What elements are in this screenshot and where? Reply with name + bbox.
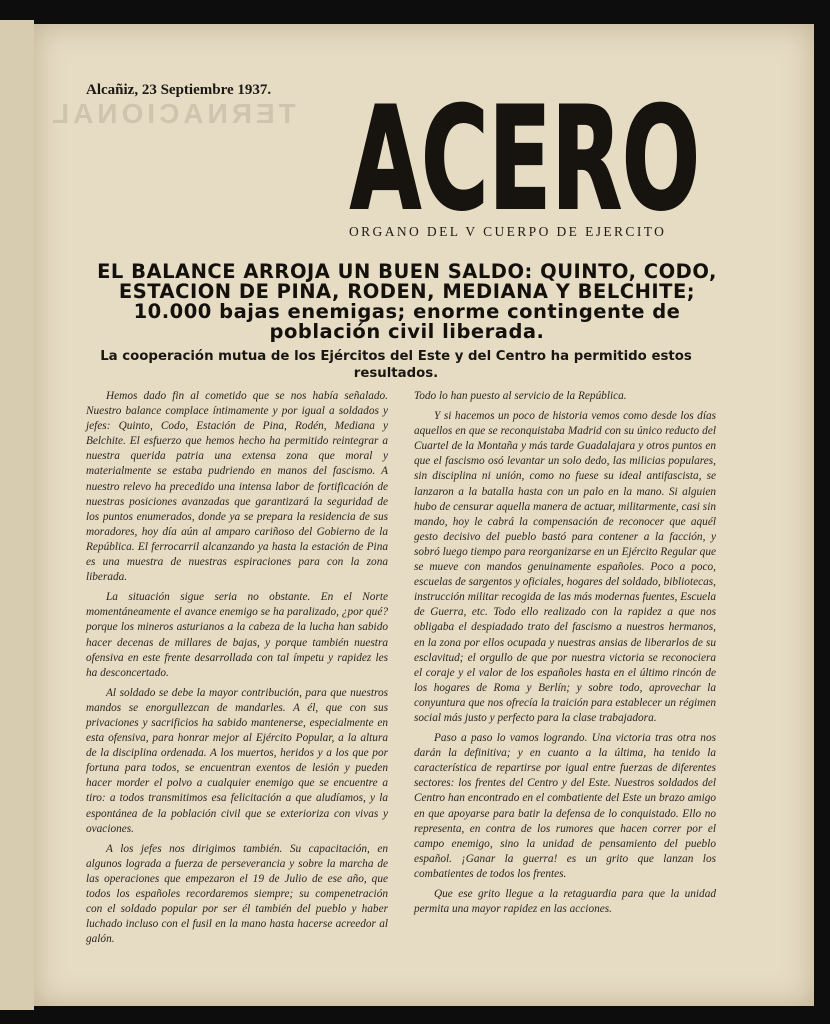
bleed-through-text: TERNACIONAL (48, 98, 296, 129)
paragraph: Hemos dado fin al cometido que se nos había señalado. Nuestro balance complace íntimamente y por igual a soldados y jefes: Quinto, Codo, Estación de Pina, Rodén, Mediana y Belchite. El esfuerzo que hemos hecho ha permitido reintegrar a nuestra querida patria una extensa zona que moral y materialmente se estaba pudriendo en manos del fascismo. A nuestro relevo ha precedido una intensa labor de fortificación de nuestras posiciones avanzadas que garantizará la seguridad de los puntos enumerados, donde ya se prepara la residencia de sus moradores, hoy día aún al amparo cariñoso del Gobierno de la República. El ferrocarril alcanzando ya hasta la estación de Pina es una muestra de nuestras espiraciones para con la zona liberada. (86, 390, 388, 584)
paragraph: Paso a paso lo vamos logrando. Una victoria tras otra nos darán la definitiva; y en cuanto a la última, ha tenido la característica de repartirse por igual entre fuerzas de diferentes sectores: los frentes del Centro y del Este. Nuestros soldados del Centro han encontrado en el combatiente del Este un brazo amigo en que apoyarse para batir la defensa de lo conquistado. Ello no representa, en contra de los rumores que hacen correr por el campo enemigo, sino la unidad de pensamiento del pueblo español. ¡Ganar la guerra! es un grito que lanzan los combatientes de todos los frentes. (414, 732, 716, 880)
masthead-title: ACERO (350, 77, 700, 222)
article-column-left (86, 389, 388, 952)
paragraph: Que ese grito llegue a la retaguardia para que la unidad permita una mayor rapidez en las acciones. (414, 888, 716, 916)
dateline: Alcañiz, 23 Septiembre 1937. (86, 82, 272, 98)
paragraph: Al soldado se debe la mayor contribución, para que nuestros mandos se enorgullezcan de mandarles. A él, que con sus privaciones y sacrificios ha sabido mantenerse, especialmente en esta ofensiva, para honrar mejor al Ejército Popular, a la altura de la disciplina ordenada. A los muertos, heridos y a los que por fortuna para todos, se encuentran exentos de lesión y pueden hacer morder el polvo a cualquier enemigo que se encuentre a tiro: a todos transmitimos esa felicitación a que aludíamos, y la espontánea de la población civil que se exterioriza con vivas y ovaciones. (86, 686, 388, 835)
masthead-logo-graphic (345, 72, 705, 222)
paragraph: Y si hacemos un poco de historia vemos como desde los días aquellos en que se reconquistaba Madrid con su único reducto del Cuartel de la Montaña y más tarde Guadalajara y otros puntos en que el fascismo osó levantar un solo dedo, las milicias populares, sin disciplina ni unión, como no fuese su ideal antifascista, se lanzaron a la batalla hasta con un palo en la mano. Si alguien hubo de censurar aquella manera de actuar, militarmente, casi sin mando, hoy le cabrá la compensación de reconocer que aquél gesto decisivo del pueblo bastó para contener a la facción, y sobró luego tiempo para reorganizarse en un Ejército Regular que se mueve con mandos genuinamente españoles. Poco a poco, escuelas de sargentos y oficiales, hogares del soldado, bibliotecas, instrucción militar recogida de las más modernas fuentes, Escuela de Guerra, etc. Todo ello realizado con la rapidez a que nos obligaba el despiadado trato del fascismo a nuestros hermanos, en la zona por ellos ocupada y nuestras ansias de liberarlos de su esclavitud; el orgullo de que por nuestra victoria se reconociera el coraje y el valor de los españoles hasta en el último rincón de los hogares de Roma y Berlín; y sobre todo, aprovechar la conyuntura que nos ofrecía la traición para establecer un régimen social más justo y perfecto para la clase trabajadora. (414, 410, 716, 724)
main-headline: EL BALANCE ARROJA UN BUEN SALDO: QUINTO, CODO, ESTACION DE PINA, RODEN, MEDIANA Y BELCHITE; 10.000 bajas enemigas; enorme contingente de población civil liberada. (97, 260, 717, 343)
masthead-logo (345, 72, 705, 222)
paragraph: Todo lo han puesto al servicio de la República. (414, 390, 627, 402)
article-column-right (414, 389, 716, 922)
paragraph: La situación sigue seria no obstante. En el Norte momentáneamente el avance enemigo se ha paralizado, ¿por qué? porque los mineros asturianos a la cabeza de la lucha han sabido hacer decenas de millares de bajas, y porque también nuestra ofensiva en este frente desarrollada con tal ímpetu y rapidez les ha desconcertado. (86, 591, 388, 679)
masthead-subtitle: ORGANO DEL V CUERPO DE EJERCITO (349, 224, 667, 239)
subheadline: La cooperación mutua de los Ejércitos del Este y del Centro ha permitido estos resultados. (100, 349, 692, 381)
paragraph: A los jefes nos dirigimos también. Su capacitación, en algunos lograda a fuerza de perseverancia y sobre la marcha de las operaciones que empezaron el 19 de Julio de ese año, que todos los españoles recordaremos siempre; su compenetración con el soldado popular por ser él también del pueblo y haber luchado incluso con el fusil en la mano hasta hacerse acreedor al galón. (86, 842, 388, 946)
page-edge-shadow (0, 20, 34, 1010)
